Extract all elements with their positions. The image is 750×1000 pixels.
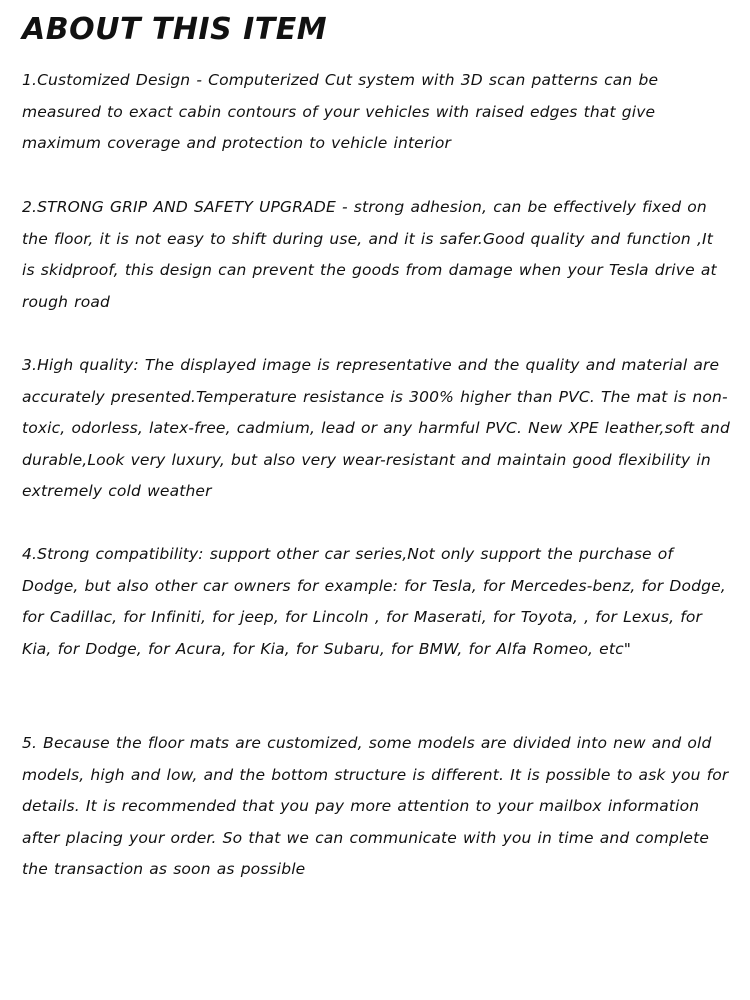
- section-title: ABOUT THIS ITEM: [22, 12, 328, 47]
- feature-item-strong-grip: 2.STRONG GRIP AND SAFETY UPGRADE - strong adhesion, can be effectively fixed on the floor, it is not easy to shift during use, and it is safer.Good quality and function ,It is skidproof, this design can prevent the goods from damage when your Tesla drive at rough road: [22, 198, 717, 311]
- feature-item-high-quality: 3.High quality: The displayed image is representative and the quality and material are accurately presented.Temperature resistance is 300% higher than PVC. The mat is non-toxic, odorless, latex-free, cadmium, lead or any harmful PVC. New XPE leather,soft and durable,Look very luxury, but also very wear-resistant and maintain good flexibility in extremely cold weather: [22, 356, 730, 500]
- feature-item-customization-note: 5. Because the floor mats are customized, some models are divided into new and old models, high and low, and the bottom structure is different. It is possible to ask you for details. It is recommended that you pay more attention to your mailbox information after placing your order. So that we can communicate with you in time and complete the transaction as soon as possible: [22, 734, 729, 878]
- feature-item-compatibility: 4.Strong compatibility: support other car series,Not only support the purchase of Dodge, but also other car owners for example: for Tesla, for Mercedes-benz, for Dodge, for Cadillac, for Infiniti, for jeep, for Lincoln , for Maserati, for Toyota, , for Lexus, for Kia, for Dodge, for Acura, for Kia, for Subaru, for BMW, for Alfa Romeo, etc": [22, 545, 726, 658]
- feature-item-customized-design: 1.Customized Design - Computerized Cut system with 3D scan patterns can be measured to exact cabin contours of your vehicles with raised edges that give maximum coverage and protection to vehicle interior: [22, 71, 659, 152]
